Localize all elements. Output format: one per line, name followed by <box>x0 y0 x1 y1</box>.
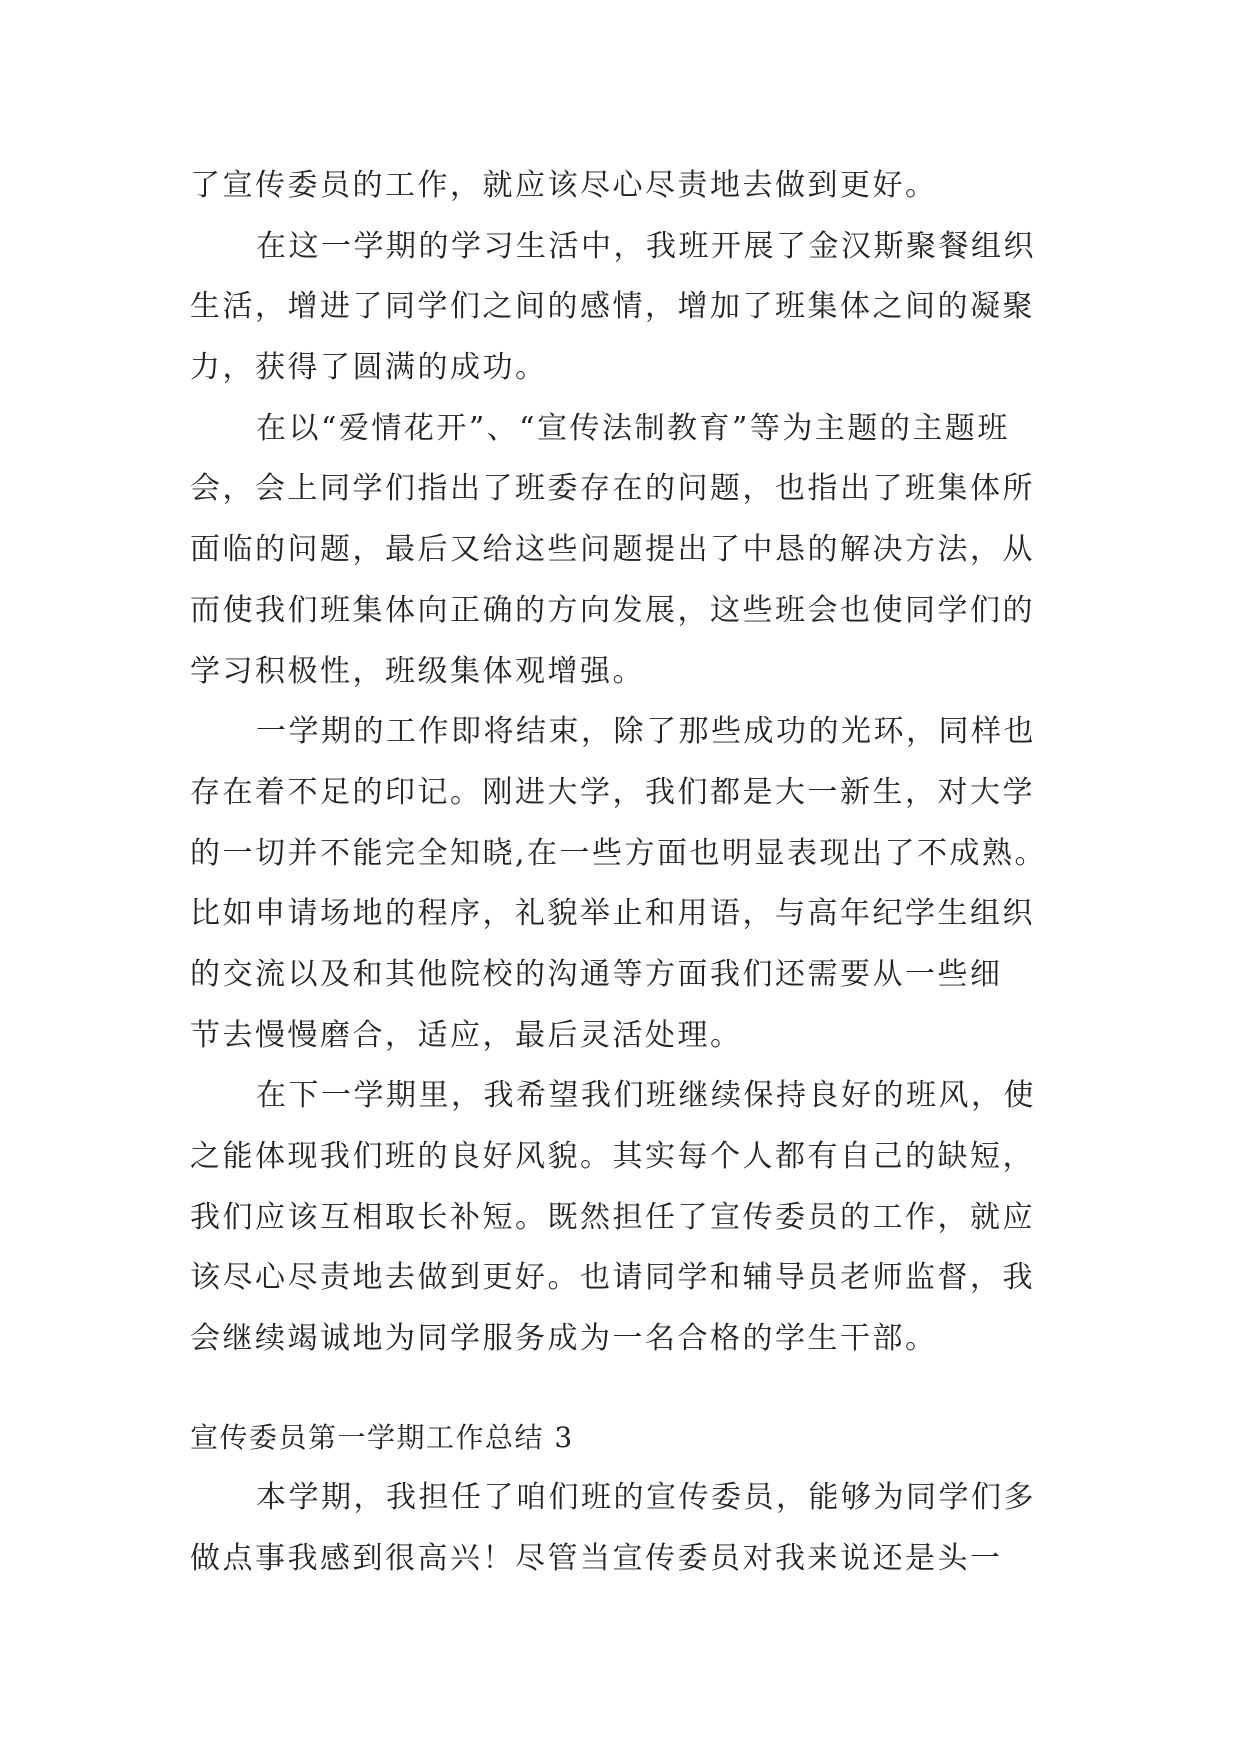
text-line: 节去慢慢磨合，适应，最后灵活处理。 <box>190 1017 743 1053</box>
paragraph-continuation <box>190 156 1060 217</box>
text-line: 生活，增进了同学们之间的感情，增加了班集体之间的凝聚 <box>190 289 1035 325</box>
paragraph-shortcomings <box>190 702 1060 1066</box>
text-line: 会，会上同学们指出了班委存在的问题，也指出了班集体所 <box>190 471 1035 507</box>
text-line: 在这一学期的学习生活中，我班开展了金汉斯聚餐组织 <box>256 228 1036 264</box>
paragraph-next-semester <box>190 1066 1060 1369</box>
section-heading: 宣传委员第一学期工作总结 3 <box>190 1420 574 1454</box>
text-line: 在下一学期里，我希望我们班继续保持良好的班风，使 <box>256 1078 1036 1114</box>
text-line: 了宣传委员的工作，就应该尽心尽责地去做到更好。 <box>190 168 938 203</box>
text-line: 一学期的工作即将结束，除了那些成功的光环，同样也 <box>256 714 1036 750</box>
text-line: 做点事我感到很高兴！尽管当宣传委员对我来说还是头一 <box>190 1541 1003 1577</box>
paragraph-intro-3 <box>190 1468 1060 1589</box>
text-line: 存在着不足的印记。刚进大学，我们都是大一新生，对大学 <box>190 774 1035 810</box>
text-line: 比如申请场地的程序，礼貌举止和用语，与高年纪学生组织 <box>190 896 1035 932</box>
text-line: 之能体现我们班的良好风貌。其实每个人都有自己的缺短， <box>190 1139 1035 1174</box>
text-line: 学习积极性，班级集体观增强。 <box>190 653 645 689</box>
document-body <box>190 156 1060 1590</box>
text-line: 力，获得了圆满的成功。 <box>190 350 548 386</box>
text-line: 面临的问题，最后又给这些问题提出了中恳的解决方法，从 <box>190 532 1035 568</box>
text-line: 的一切并不能完全知晓,在一些方面也明显表现出了不成熟。 <box>190 835 1048 871</box>
text-line: 我们应该互相取长补短。既然担任了宣传委员的工作，就应 <box>190 1199 1035 1235</box>
text-line: 在以“爱情花开”、“宣传法制教育”等为主题的主题班 <box>256 410 1010 446</box>
text-line: 的交流以及和其他院校的沟通等方面我们还需要从一些细 <box>190 956 1003 992</box>
text-line: 本学期，我担任了咱们班的宣传委员，能够为同学们多 <box>256 1480 1036 1516</box>
text-line: 而使我们班集体向正确的方向发展，这些班会也使同学们的 <box>190 592 1035 628</box>
text-line: 该尽心尽责地去做到更好。也请同学和辅导员老师监督，我 <box>190 1260 1035 1296</box>
text-line: 会继续竭诚地为同学服务成为一名合格的学生干部。 <box>190 1321 938 1357</box>
paragraph-class-meetings <box>190 399 1060 702</box>
paragraph-gathering <box>190 217 1060 399</box>
